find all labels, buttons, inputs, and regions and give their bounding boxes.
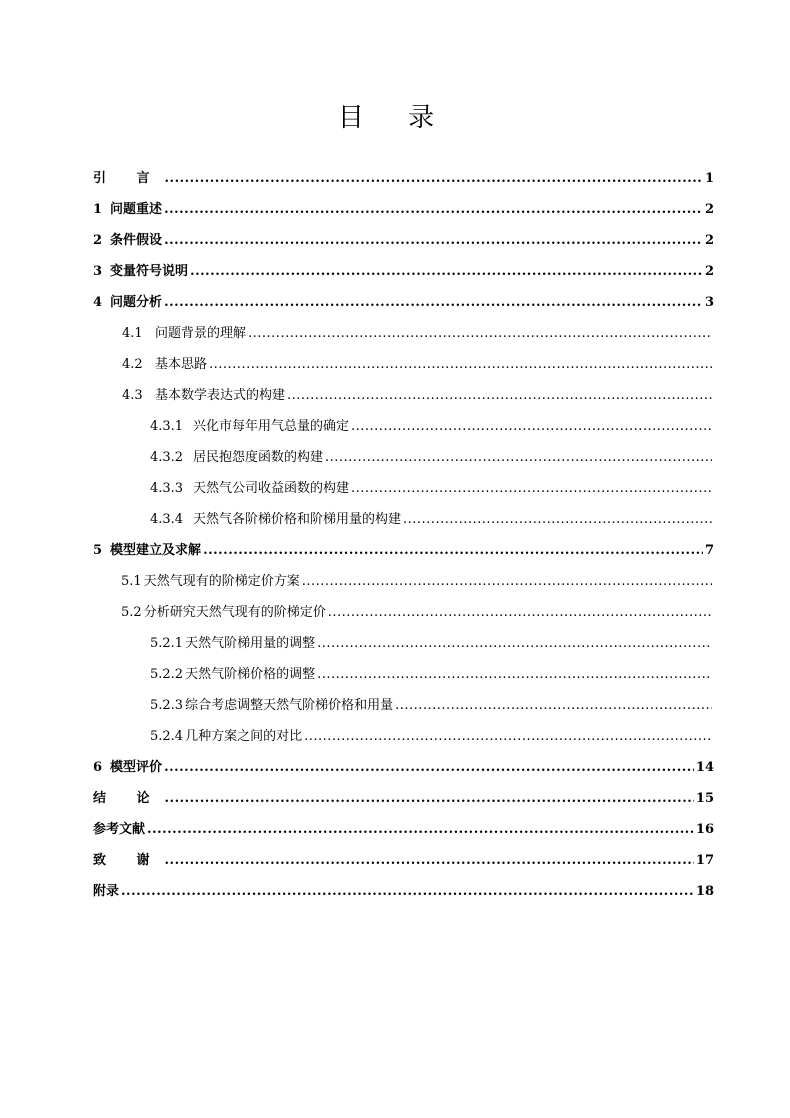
- toc-entry-title: 基本思路: [155, 357, 208, 372]
- toc-entry-title: 问题背景的理解: [155, 326, 247, 341]
- toc-entry-number: 4.2: [122, 357, 143, 372]
- toc-entry-page: 3: [704, 295, 714, 310]
- toc-entry[interactable]: [93, 411, 714, 442]
- toc-entry-page: 16: [695, 822, 714, 837]
- toc-entry[interactable]: [93, 256, 714, 287]
- toc-entry[interactable]: [93, 752, 714, 783]
- dot-leader: [304, 721, 712, 752]
- dot-leader: [248, 318, 712, 349]
- dot-leader: [164, 287, 703, 318]
- toc-entry[interactable]: [93, 628, 714, 659]
- toc-entry-title: 天然气阶梯用量的调整: [185, 636, 316, 651]
- toc-entry-number: 3: [93, 264, 103, 279]
- toc-entry-number: 5.2.2: [150, 667, 184, 682]
- toc-entry-number: 4.3.2: [150, 450, 184, 465]
- toc-entry-page: 2: [704, 264, 714, 279]
- dot-leader: [164, 225, 703, 256]
- dot-leader: [147, 814, 694, 845]
- toc-entry[interactable]: [93, 659, 714, 690]
- toc-entry-number: 4: [93, 295, 103, 310]
- dot-leader: [164, 194, 703, 225]
- toc-entry[interactable]: [93, 690, 714, 721]
- toc-entry-title: 基本数学表达式的构建: [155, 388, 286, 403]
- toc-entry[interactable]: [93, 287, 714, 318]
- toc-entry-title: 模型建立及求解: [110, 543, 202, 558]
- toc-entry-title: 引 言: [93, 171, 163, 186]
- toc-entry-number: 5.1: [121, 574, 142, 589]
- toc-entry[interactable]: [93, 318, 714, 349]
- dot-leader: [351, 411, 712, 442]
- dot-leader: [164, 752, 694, 783]
- dot-leader: [209, 349, 712, 380]
- toc-entry[interactable]: [93, 442, 714, 473]
- toc-entry-title: 变量符号说明: [110, 264, 189, 279]
- dot-leader: [121, 876, 694, 907]
- toc-entry-title: 条件假设: [110, 233, 163, 248]
- toc-entry-title: 结 论: [93, 791, 163, 806]
- dot-leader: [287, 380, 712, 411]
- toc-entry-number: 1: [93, 202, 103, 217]
- toc-entry-page: 7: [704, 543, 714, 558]
- toc-entry-page: 2: [704, 202, 714, 217]
- toc-entry[interactable]: [93, 845, 714, 876]
- toc-entry[interactable]: [93, 721, 714, 752]
- toc-entry[interactable]: [93, 597, 714, 628]
- dot-leader: [395, 690, 712, 721]
- dot-leader: [302, 566, 712, 597]
- toc-entry-title: 分析研究天然气现有的阶梯定价: [143, 605, 326, 620]
- toc-entry-title: 居民抱怨度函数的构建: [193, 450, 324, 465]
- dot-leader: [165, 845, 694, 876]
- toc-entry[interactable]: [93, 876, 714, 907]
- toc-entry-title: 问题重述: [110, 202, 163, 217]
- toc-entry-number: 5.2.4: [150, 729, 184, 744]
- toc-entry-number: 5.2.3: [150, 698, 184, 713]
- toc-entry-page: 14: [695, 760, 714, 775]
- toc-entry-page: 18: [695, 884, 714, 899]
- toc-entry-page: 15: [695, 791, 714, 806]
- toc-entry[interactable]: [93, 504, 714, 535]
- toc-entry-number: 4.3: [122, 388, 143, 403]
- toc-entry-title: 参考文献: [93, 822, 146, 837]
- toc-entry-title: 问题分析: [110, 295, 163, 310]
- toc-entry-number: 5.2: [121, 605, 142, 620]
- dot-leader: [165, 163, 703, 194]
- toc-entry[interactable]: [93, 349, 714, 380]
- page-title: 目 录: [337, 103, 453, 133]
- toc-entry[interactable]: [93, 814, 714, 845]
- dot-leader: [403, 504, 712, 535]
- toc-entry[interactable]: [93, 380, 714, 411]
- toc-entry-number: 6: [93, 760, 103, 775]
- toc-entry-title: 天然气各阶梯价格和阶梯用量的构建: [193, 512, 402, 527]
- dot-leader: [351, 473, 712, 504]
- toc-entry-title: 致 谢: [93, 853, 163, 868]
- toc-entry-title: 模型评价: [110, 760, 163, 775]
- toc-entry-number: 5.2.1: [150, 636, 184, 651]
- toc-entry-number: 4.3.1: [150, 419, 184, 434]
- toc-entry[interactable]: [93, 194, 714, 225]
- table-of-contents: [93, 163, 714, 907]
- toc-entry[interactable]: [93, 566, 714, 597]
- toc-entry[interactable]: [93, 783, 714, 814]
- dot-leader: [190, 256, 703, 287]
- toc-entry-page: 1: [704, 171, 714, 186]
- dot-leader: [203, 535, 703, 566]
- toc-entry-title: 几种方案之间的对比: [185, 729, 303, 744]
- toc-entry[interactable]: [93, 535, 714, 566]
- toc-entry-number: 2: [93, 233, 103, 248]
- toc-entry-number: 4.3.3: [150, 481, 184, 496]
- toc-entry[interactable]: [93, 225, 714, 256]
- toc-entry-title: 综合考虑调整天然气阶梯价格和用量: [185, 698, 394, 713]
- toc-entry-title: 天然气阶梯价格的调整: [185, 667, 316, 682]
- toc-entry-page: 17: [695, 853, 714, 868]
- toc-entry-number: 4.3.4: [150, 512, 184, 527]
- dot-leader: [325, 442, 712, 473]
- toc-entry[interactable]: [93, 163, 714, 194]
- toc-entry-title: 天然气现有的阶梯定价方案: [143, 574, 300, 589]
- toc-entry-title: 兴化市每年用气总量的确定: [193, 419, 350, 434]
- toc-entry-title: 天然气公司收益函数的构建: [193, 481, 350, 496]
- toc-entry-page: 2: [704, 233, 714, 248]
- toc-entry-number: 4.1: [122, 326, 143, 341]
- toc-entry-number: 5: [93, 543, 103, 558]
- toc-entry-title: 附录: [93, 884, 120, 899]
- dot-leader: [165, 783, 694, 814]
- toc-entry[interactable]: [93, 473, 714, 504]
- dot-leader: [328, 597, 712, 628]
- dot-leader: [317, 659, 712, 690]
- dot-leader: [317, 628, 712, 659]
